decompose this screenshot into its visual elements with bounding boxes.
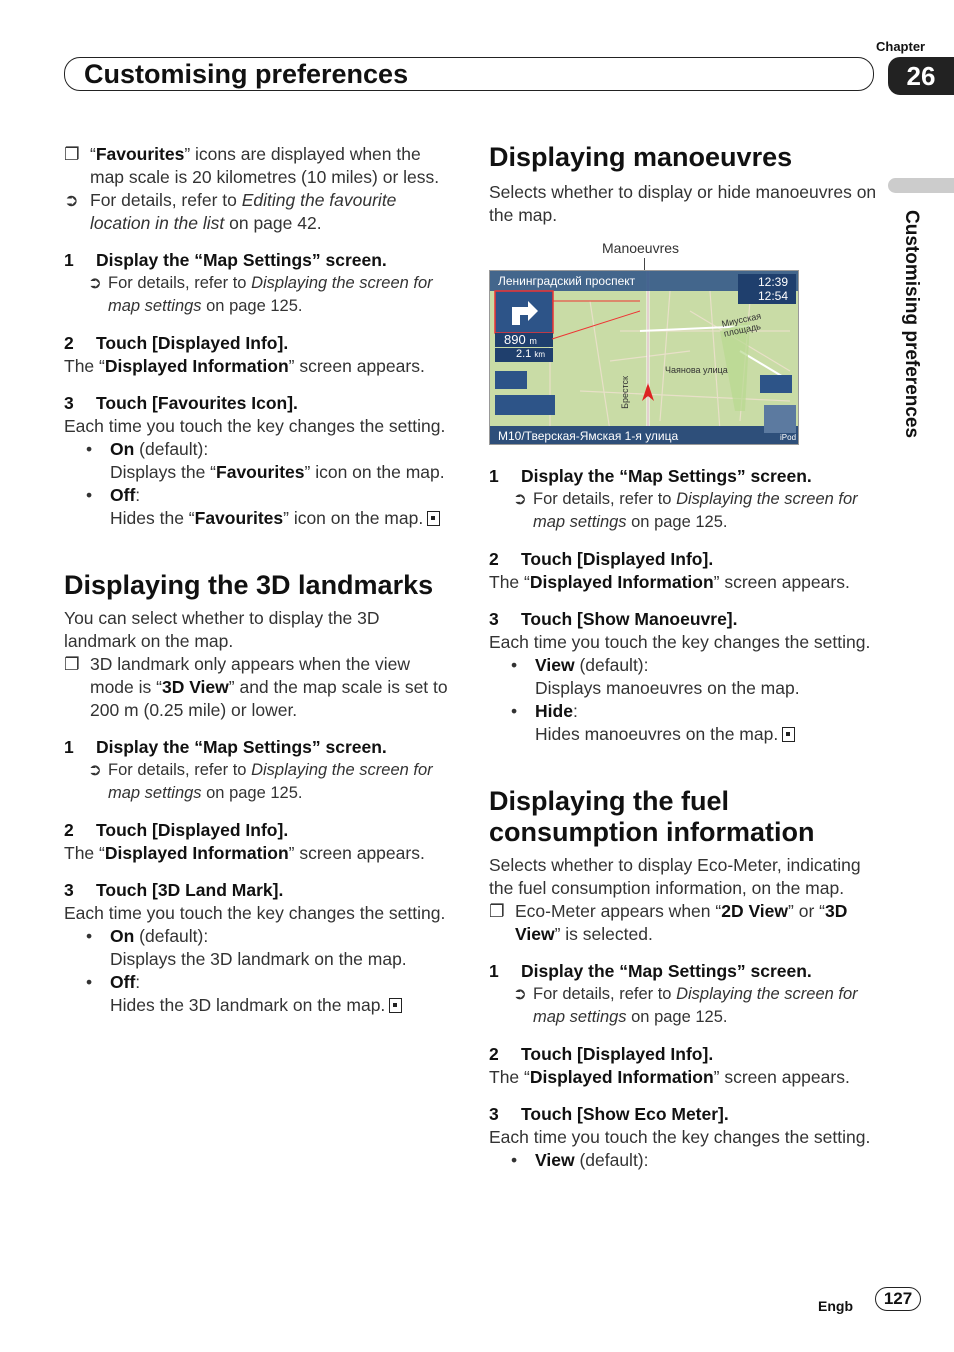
arrow-ref-icon: ➲ xyxy=(88,274,102,292)
fuel-intro: Selects whether to display Eco-Meter, indicating the fuel consumption information, on the map. xyxy=(489,855,861,898)
heading-3d-landmarks: Displaying the 3D landmarks xyxy=(64,570,434,600)
3d-option-off: • Off: xyxy=(86,972,141,992)
end-mark-icon xyxy=(427,511,440,526)
man-step-1-ref: ➲ For details, refer to Displaying the screen for map settings on page 125. xyxy=(513,490,858,531)
fuel-step-3-desc: Each time you touch the key changes the setting. xyxy=(489,1127,871,1147)
step-3-desc: Each time you touch the key changes the setting. xyxy=(64,416,446,436)
header-title: Customising preferences xyxy=(84,59,409,89)
step-3: 3 Touch [Favourites Icon]. xyxy=(64,393,298,413)
map-ipod-label: iPod xyxy=(780,433,797,442)
checkbox-note-icon: ❐ xyxy=(64,654,80,674)
step-1: 1 Display the “Map Settings” screen. xyxy=(64,250,387,270)
fuel-note: ❐ Eco-Meter appears when “2D View” or “3D View” is selected. xyxy=(489,901,848,944)
3d-option-on: • On (default): xyxy=(86,926,209,946)
arrow-ref-icon: ➲ xyxy=(88,761,102,779)
map-time-1: 12:39 xyxy=(758,275,789,289)
3d-step-1: 1 Display the “Map Settings” screen. xyxy=(64,737,387,757)
arrow-ref-icon: ➲ xyxy=(513,490,527,508)
man-step-3-desc: Each time you touch the key changes the setting. xyxy=(489,632,871,652)
navigation-map xyxy=(489,270,799,445)
end-mark-icon xyxy=(782,727,795,742)
3d-step-3: 3 Touch [3D Land Mark]. xyxy=(64,880,284,900)
map-street-top: Ленинградский проспект xyxy=(498,274,636,288)
left-column xyxy=(64,143,449,1017)
end-mark-icon xyxy=(389,998,402,1013)
man-step-2-desc: The “Displayed Information” screen appears. xyxy=(489,572,850,592)
fuel-step-1: 1 Display the “Map Settings” screen. xyxy=(489,961,812,981)
man-option-hide-desc: Hides manoeuvres on the map. xyxy=(489,723,879,746)
option-on-desc: Displays the “Favourites” icon on the map. xyxy=(110,462,445,482)
3d-step-2-desc: The “Displayed Information” screen appears. xyxy=(64,843,425,863)
option-off: • Off: xyxy=(86,485,141,505)
fuel-option-view: • View (default): xyxy=(511,1150,649,1170)
fuel-step-2-desc: The “Displayed Information” screen appears. xyxy=(489,1067,850,1087)
side-tab xyxy=(888,178,954,193)
man-step-1: 1 Display the “Map Settings” screen. xyxy=(489,466,812,486)
map-time-2: 12:54 xyxy=(758,289,789,303)
option-off-desc: Hides the “Favourites” icon on the map. xyxy=(64,507,449,530)
3d-step-1-ref: ➲ For details, refer to Displaying the screen for map settings on page 125. xyxy=(88,761,433,802)
right-column-bottom xyxy=(489,465,879,1172)
man-option-hide: • Hide: xyxy=(511,701,578,721)
chapter-label: Chapter xyxy=(876,39,926,54)
option-on: • On (default): xyxy=(86,439,209,459)
map-street-right: Миусская площадь xyxy=(720,310,762,339)
man-option-view: • View (default): xyxy=(511,655,649,675)
3d-intro: You can select whether to display the 3D landmark on the map. xyxy=(64,608,380,651)
favourites-ref: ➲ For details, refer to Editing the favourite location in the list on page 42. xyxy=(64,190,397,233)
man-step-3: 3 Touch [Show Manoeuvre]. xyxy=(489,609,738,629)
step-2: 2 Touch [Displayed Info]. xyxy=(64,333,289,353)
man-step-2: 2 Touch [Displayed Info]. xyxy=(489,549,714,569)
step-2-desc: The “Displayed Information” screen appears. xyxy=(64,356,425,376)
3d-note: ❐ 3D landmark only appears when the view mode is “3D View” and the map scale is set to 200 m (0.25 mile) or lower. xyxy=(64,654,448,720)
fuel-step-1-ref: ➲ For details, refer to Displaying the screen for map settings on page 125. xyxy=(513,985,858,1026)
checkbox-note-icon: ❐ xyxy=(64,144,80,164)
page-number: 127 xyxy=(875,1287,921,1311)
arrow-ref-icon: ➲ xyxy=(64,190,79,210)
map-caption: Manoeuvres xyxy=(602,240,680,256)
man-option-view-desc: Displays manoeuvres on the map. xyxy=(535,678,800,698)
arrow-ref-icon: ➲ xyxy=(513,985,527,1003)
heading-manoeuvres: Displaying manoeuvres xyxy=(489,142,793,172)
manoeuvres-intro: Selects whether to display or hide manoeuvres on the map. xyxy=(489,182,877,225)
footer-language: Engb xyxy=(818,1298,853,1314)
3d-option-on-desc: Displays the 3D landmark on the map. xyxy=(110,949,407,969)
map-street-vertical: Брестск xyxy=(620,376,630,409)
3d-step-2: 2 Touch [Displayed Info]. xyxy=(64,820,289,840)
map-street-mid: Чаянова улица xyxy=(665,365,728,375)
map-distance-1: 890 m xyxy=(504,332,537,347)
fuel-step-2: 2 Touch [Displayed Info]. xyxy=(489,1044,714,1064)
checkbox-note-icon: ❐ xyxy=(489,901,505,921)
heading-fuel: Displaying the fuel consumption information xyxy=(489,786,815,847)
3d-option-off-desc: Hides the 3D landmark on the map. xyxy=(64,994,449,1017)
favourites-note: ❐ “Favourites” icons are displayed when the map scale is 20 kilometres (10 miles) or less. xyxy=(64,144,440,187)
chapter-number: 26 xyxy=(888,57,954,95)
map-bottom-street: M10/Тверская-Ямская 1-я улица xyxy=(498,429,679,443)
side-section-label: Customising preferences xyxy=(901,210,922,439)
fuel-step-3: 3 Touch [Show Eco Meter]. xyxy=(489,1104,729,1124)
step-1-ref: ➲ For details, refer to Displaying the screen for map settings on page 125. xyxy=(88,274,433,315)
right-column-top xyxy=(489,142,879,227)
map-distance-2: 2.1 km xyxy=(516,348,546,360)
3d-step-3-desc: Each time you touch the key changes the setting. xyxy=(64,903,446,923)
